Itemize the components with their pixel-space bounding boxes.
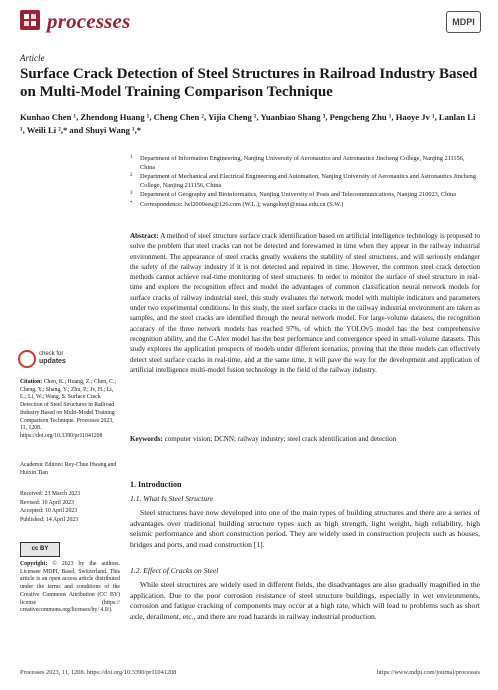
article-type: Article	[20, 53, 45, 63]
correspondence-text[interactable]: Correspondence: lwl2009seu@126.com (W.L.); wangshuyi@nuaa.edu.cn (S.W.)	[140, 200, 344, 208]
affiliation-item	[130, 155, 480, 172]
affiliation-mark: 3	[130, 191, 133, 196]
subsection-heading-cracks: 1.2. Effect of Cracks on Steel	[130, 566, 219, 575]
citation-label: Citation:	[20, 379, 43, 385]
paragraph-steel-structure	[130, 508, 480, 550]
check-updates-line1: check for	[39, 351, 64, 357]
check-updates-icon	[18, 350, 36, 368]
date-accepted: Accepted: 10 April 2023	[20, 508, 78, 515]
publisher-logo: MDPI	[446, 11, 481, 33]
author-list: Kunhao Chen ¹, Zhendong Huang ¹, Cheng Chen ², Yijia Cheng ¹, Yuanbiao Shang ³, Pengcheng Zhu ¹, Haoye Jv ¹, Lanlan Li ¹, Weili Li ²,* and Shuyi Wang ¹,*	[20, 112, 476, 135]
affiliation-item	[130, 173, 480, 190]
affiliation-mark: *	[130, 200, 133, 206]
journal-url-link[interactable]: https://www.mdpi.com/journal/processes	[376, 669, 480, 676]
cc-license-badge[interactable]: cc BY	[20, 542, 60, 557]
editors-label: Academic Editors:	[20, 462, 64, 468]
check-updates-line2: updates	[39, 358, 66, 365]
affiliation-item	[130, 191, 480, 200]
subsection-heading-steel-structure: 1.1. What Is Steel Structure	[130, 494, 214, 503]
affiliation-text: Department of Geography and Bioinformatics, Nanjing University of Posts and Telecommunications, Nanjing 210023, China	[140, 191, 456, 198]
affiliations	[130, 155, 480, 210]
date-published: Published: 14 April 2023	[20, 517, 79, 524]
check-for-updates-button[interactable]	[18, 349, 78, 371]
license-block	[20, 561, 120, 615]
journal-logo-icon	[20, 10, 40, 30]
footer-citation: Processes 2023, 11, 1208. https://doi.org/10.3390/pr11041208	[20, 669, 177, 676]
article-title: Surface Crack Detection of Steel Structures in Railroad Industry Based on Multi-Model Training Comparison Technique	[20, 66, 478, 100]
keywords-label: Keywords:	[130, 435, 163, 443]
affiliation-mark: 2	[130, 173, 133, 178]
abstract-text: A method of steel structure surface crack identification based on artificial intelligence technology is proposed to solve the problem that steel cracks can not be detected and forewarned in time when they appear in the railway industrial environment. The appearance of steel cracks greatly weakens the stability of steel structures, and will seriously endanger the safety of the railway industry if it is not detected and repaired in time. However, the common steel crack detection methods cannot achieve real-time monitoring of steel structures. In order to monitor the surface of steel structure in real-time and explore the recognition effect and model the advantages of common classification neural network models for surface cracks of railway industrial steel, this study evaluates the network model with multiple indicators and parameters under two experimental conditions. In this study, the steel surface cracks in the railway industrial environment are taken as samples, and the steel cracks are identified through the neural network model. For large-volume datasets, the recognition accuracy of the three network models has reached 97%, of which the YOLOv5 model has the best comprehensive recognition ability, and the C-Alex model has the best performance and convergence speed in small-volume datasets. This study explores the application prospects of models under different scenarios, proving that the three models can effectively detect steel surface cracks in real-time, and at the same time, it will pave the way for the development and application of artificial intelligence multi-model fusion technology in the field of the railway industry.	[130, 232, 480, 374]
paragraph-text: Steel structures have now developed into one of the main types of building structures and there are a series of advantages over traditional building structure types such as high strength, light weight, high reliability, high seismic performance and short construction period. They are widely used in construction projects such as houses, bridges and ports, and road construction [1].	[130, 508, 480, 549]
affiliation-item	[130, 201, 480, 210]
abstract	[130, 231, 480, 375]
academic-editors	[20, 462, 120, 477]
citation-text: Chen, K.; Huang, Z.; Chen, C.; Cheng, Y.; Shang, Y.; Zhu, P.; Jv, H.; Li, L.; Li, W.; Wang, S. Surface Crack Detection of Steel Structures in Railroad Industry Based on Multi-Model Training Comparison Technique. Processes 2023, 11, 1208. https://doi.org/10.3390/pr11041208	[20, 379, 116, 439]
copyright-label: Copyright:	[20, 561, 48, 567]
affiliation-mark: 1	[130, 155, 133, 160]
citation-block	[20, 379, 120, 441]
section-heading-introduction: 1. Introduction	[130, 480, 182, 489]
date-revised: Revised: 10 April 2023	[20, 499, 74, 506]
keywords	[130, 434, 480, 444]
keywords-text: computer vision; DCNN; railway industry; steel crack identification and detection	[164, 435, 397, 443]
date-received: Received: 23 March 2023	[20, 491, 81, 497]
affiliation-text: Department of Information Engineering, Nanjing University of Aeronautics and Astronautics Jincheng College, Nanjing 211156, China	[140, 155, 465, 171]
abstract-label: Abstract:	[130, 232, 159, 240]
publication-dates	[20, 491, 120, 526]
page-footer	[20, 669, 480, 676]
editors-text: Rey-Chue Hwang and Huixin Tian	[20, 462, 117, 476]
paragraph-text: While steel structures are widely used in different fields, the disadvantages are also gradually magnified in the application. Due to the poor corrosion resistance of steel structure buildings, especially in wet environments, corrosion and fatigue cracking of components may occur at a high rate, which will lead to problems such as short axle, derailment, etc., and there are road hazards in railway industrial production.	[130, 580, 480, 621]
affiliation-text: Department of Mechanical and Electrical Engineering and Automation, Nanjing University of Aeronautics and Astronautics Jincheng College, Nanjing 211156, China	[140, 173, 476, 189]
license-text: © 2023 by the authors. Licensee MDPI, Basel, Switzerland. This article is an open access article distributed under the terms and conditions of the Creative Commons Attribution (CC BY) license (https:// creativecommons.org/licenses/by/ 4.0/).	[20, 561, 120, 614]
journal-name: processes	[47, 9, 131, 33]
paragraph-cracks	[130, 580, 480, 622]
